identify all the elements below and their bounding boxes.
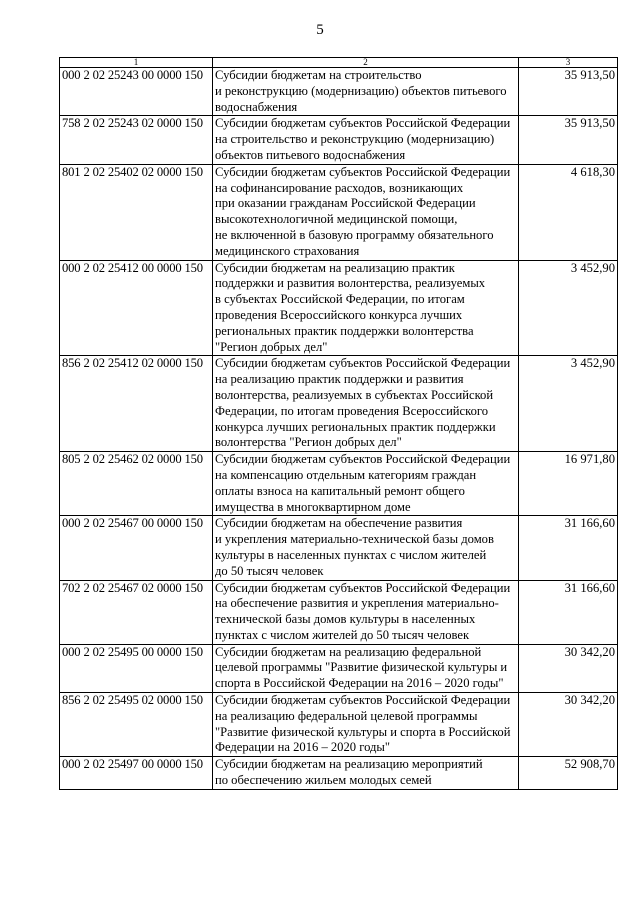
description-line: волонтерства, реализуемых в субъектах Российской (215, 387, 494, 402)
description-line: Субсидии бюджетам субъектов Российской Федерации (215, 116, 511, 131)
description-cell (213, 260, 519, 356)
amount: 3 452,90 (519, 356, 618, 452)
description-cell (213, 757, 519, 790)
description-line: "Регион добрых дел" (215, 339, 328, 354)
classification-code: 000 2 02 25412 00 0000 150 (60, 260, 213, 356)
amount: 30 342,20 (519, 644, 618, 692)
description-line: Субсидии бюджетам субъектов Российской Федерации (215, 452, 511, 467)
description-line: проведения Всероссийского конкурса лучших (215, 307, 463, 322)
description-cell (213, 116, 519, 164)
description-line: Субсидии бюджетам на обеспечение развития (215, 516, 463, 531)
description-cell (213, 164, 519, 260)
classification-code: 856 2 02 25495 02 0000 150 (60, 693, 213, 757)
description-line: на реализацию практик поддержки и развития (215, 372, 464, 387)
description-line: Субсидии бюджетам субъектов Российской Федерации (215, 580, 511, 595)
description-line: оплаты взноса на капитальный ремонт общего (215, 483, 465, 498)
description-line: Субсидии бюджетам на реализацию мероприятий (215, 757, 483, 772)
classification-code: 801 2 02 25402 02 0000 150 (60, 164, 213, 260)
amount: 30 342,20 (519, 693, 618, 757)
description-line: имущества в многоквартирном доме (215, 499, 411, 514)
description-line: "Развитие физической культуры и спорта в Российской (215, 724, 511, 739)
table-row (60, 580, 618, 644)
description-line: высокотехнологичной медицинской помощи, (215, 212, 458, 227)
description-line: технической базы домов культуры в населенных (215, 612, 476, 627)
column-number: 1 (60, 58, 213, 68)
description-line: на обеспечение развития и укрепления материально- (215, 596, 499, 611)
description-line: поддержки и развития волонтерства, реализуемых (215, 276, 486, 291)
description-line: целевой программы "Развитие физической культуры и (215, 660, 508, 675)
description-cell (213, 68, 519, 116)
column-number-row (60, 58, 618, 68)
amount: 16 971,80 (519, 452, 618, 516)
table-row (60, 356, 618, 452)
column-number: 2 (213, 58, 519, 68)
description-cell (213, 452, 519, 516)
description-cell (213, 580, 519, 644)
description-line: на компенсацию отдельным категориям граждан (215, 467, 477, 482)
table-row (60, 693, 618, 757)
amount: 35 913,50 (519, 68, 618, 116)
description-line: по обеспечению жильем молодых семей (215, 773, 432, 788)
table-row (60, 757, 618, 790)
description-cell (213, 356, 519, 452)
description-line: Субсидии бюджетам субъектов Российской Федерации (215, 693, 511, 708)
description-line: спорта в Российской Федерации на 2016 – 2020 годы" (215, 676, 504, 691)
description-line: в субъектах Российской Федерации, по итогам (215, 292, 465, 307)
classification-code: 000 2 02 25497 00 0000 150 (60, 757, 213, 790)
description-line: пунктах с числом жителей до 50 тысяч человек (215, 627, 470, 642)
table-row (60, 516, 618, 580)
amount: 3 452,90 (519, 260, 618, 356)
table-row (60, 644, 618, 692)
description-line: при оказании гражданам Российской Федерации (215, 196, 476, 211)
description-line: и реконструкцию (модернизацию) объектов питьевого (215, 83, 507, 98)
table-row (60, 164, 618, 260)
classification-code: 702 2 02 25467 02 0000 150 (60, 580, 213, 644)
table-row (60, 260, 618, 356)
description-line: волонтерства "Регион добрых дел" (215, 435, 402, 450)
classification-code: 758 2 02 25243 02 0000 150 (60, 116, 213, 164)
amount: 31 166,60 (519, 580, 618, 644)
description-line: Субсидии бюджетам на строительство (215, 68, 422, 82)
classification-code: 805 2 02 25462 02 0000 150 (60, 452, 213, 516)
description-line: Субсидии бюджетам на реализацию практик (215, 260, 455, 275)
classification-code: 856 2 02 25412 02 0000 150 (60, 356, 213, 452)
description-cell (213, 693, 519, 757)
description-line: не включенной в базовую программу обязательного (215, 227, 494, 242)
description-line: на реализацию федеральной целевой программы (215, 708, 478, 723)
table-row (60, 68, 618, 116)
description-line: до 50 тысяч человек (215, 563, 324, 578)
description-line: Субсидии бюджетам субъектов Российской Федерации (215, 356, 511, 371)
page-number: 5 (316, 22, 324, 38)
description-line: Федерации, по итогам проведения Всероссийского (215, 403, 489, 418)
description-line: на софинансирование расходов, возникающих (215, 180, 464, 195)
description-line: Субсидии бюджетам на реализацию федеральной (215, 644, 482, 659)
budget-table (59, 57, 618, 790)
description-cell (213, 516, 519, 580)
amount: 52 908,70 (519, 757, 618, 790)
description-line: объектов питьевого водоснабжения (215, 147, 406, 162)
description-line: культуры в населенных пунктах с числом жителей (215, 547, 487, 562)
column-number: 3 (519, 58, 618, 68)
description-line: Субсидии бюджетам субъектов Российской Федерации (215, 164, 511, 179)
description-line: водоснабжения (215, 99, 298, 114)
description-line: на строительство и реконструкцию (модернизацию) (215, 132, 495, 147)
description-cell (213, 644, 519, 692)
amount: 31 166,60 (519, 516, 618, 580)
table-row (60, 452, 618, 516)
amount: 4 618,30 (519, 164, 618, 260)
description-line: медицинского страхования (215, 243, 360, 258)
description-line: и укрепления материально-технической базы домов (215, 532, 494, 547)
classification-code: 000 2 02 25467 00 0000 150 (60, 516, 213, 580)
classification-code: 000 2 02 25243 00 0000 150 (60, 68, 213, 116)
description-line: региональных практик поддержки волонтерства (215, 323, 474, 338)
classification-code: 000 2 02 25495 00 0000 150 (60, 644, 213, 692)
amount: 35 913,50 (519, 116, 618, 164)
description-line: конкурса лучших региональных практик поддержки (215, 419, 496, 434)
description-line: Федерации на 2016 – 2020 годы" (215, 740, 391, 755)
table-row (60, 116, 618, 164)
